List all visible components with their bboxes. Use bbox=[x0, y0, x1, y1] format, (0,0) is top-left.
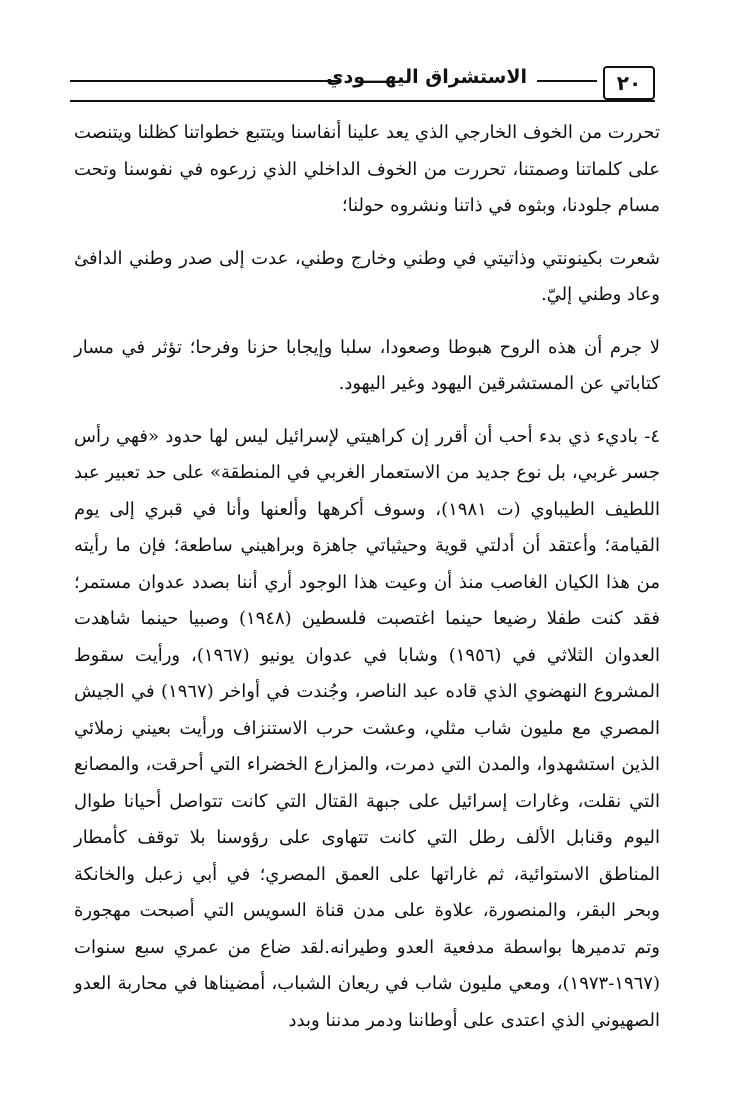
running-title: الاستشراق اليهـــودي bbox=[326, 66, 527, 88]
paragraph-1: تحررت من الخوف الخارجي الذي يعد علينا أنفاسنا ويتتبع خطواتنا كظلنا ويتنصت على كلماتنا وصمتنا، تحررت من الخوف الداخلي الذي زرعوه في نفوسنا وتحت مسام جلودنا، وبثوه في ذاتنا ونشروه حولنا؛ bbox=[74, 122, 660, 216]
page-number: ٢٠ bbox=[603, 66, 655, 100]
header-divider-left bbox=[70, 80, 340, 82]
running-header bbox=[70, 64, 655, 104]
header-divider bbox=[537, 80, 597, 82]
paragraph-2: شعرت بكينونتي وذاتيتي في وطني وخارج وطني، عدت إلى صدر وطني الدافئ وعاد وطني إليّ. bbox=[74, 247, 660, 305]
page-body bbox=[74, 115, 660, 1055]
paragraph-3: لا جرم أن هذه الروح هبوطا وصعودا، سلبا وإيجابا حزنا وفرحا؛ تؤثر في مسار كتاباتي عن المستشرقين اليهود وغير اليهود. bbox=[74, 336, 660, 394]
header-rule bbox=[70, 100, 655, 102]
paragraph-4: ٤- باديء ذي بدء أحب أن أقرر إن كراهيتي لإسرائيل ليس لها حدود «فهي رأس جسر غربي، بل نوع جديد من الاستعمار الغربي في المنطقة» على حد تعبير عبد اللطيف الطيباوي (ت ١٩٨١)، وسوف أكرهها وألعنها وأنا في قبري إلى يوم القيامة؛ وأعتقد أن أدلتي قوية وحيثياتي جاهزة وبراهيني ساطعة؛ فإن ما رأيته من هذا الكيان الغاصب منذ أن وعيت هذا الوجود أري أننا بصدد عدوان مستمر؛ فقد كنت طفلا رضيعا حينما اغتصبت فلسطين (١٩٤٨) وصبيا حينما شاهدت العدوان الثلاثي في (١٩٥٦) وشابا في عدوان يونيو (١٩٦٧)، ورأيت سقوط المشروع النهضوي الذي قاده عبد الناصر، وجُندت في أواخر (١٩٦٧) في الجيش المصري مع مليون شاب مثلي، وعشت حرب الاستنزاف ورأيت بعيني زملائي الذين استشهدوا، والمدن التي دمرت، والمزارع الخضراء التي أحرقت، والمصانع التي نقلت، وغارات إسرائيل على جبهة القتال التي كانت تتواصل أحيانا طوال اليوم وقنابل الألف رطل التي كانت تتهاوى على رؤوسنا بلا توقف كأمطار المناطق الاستوائية، ثم غاراتها على العمق المصري؛ في أبي زعبل والخانكة وبحر البقر، والمنصورة، علاوة على مدن قناة السويس التي أصبحت مهجورة وتم تدميرها بواسطة مدفعية العدو وطيرانه.لقد ضاع من عمري سبع سنوات (١٩٦٧-١٩٧٣)، ومعي مليون شاب في ريعان الشباب، أمضيناها في محاربة العدو الصهيوني الذي اعتدى على أوطاننا ودمر مدننا وبدد bbox=[74, 425, 661, 1031]
